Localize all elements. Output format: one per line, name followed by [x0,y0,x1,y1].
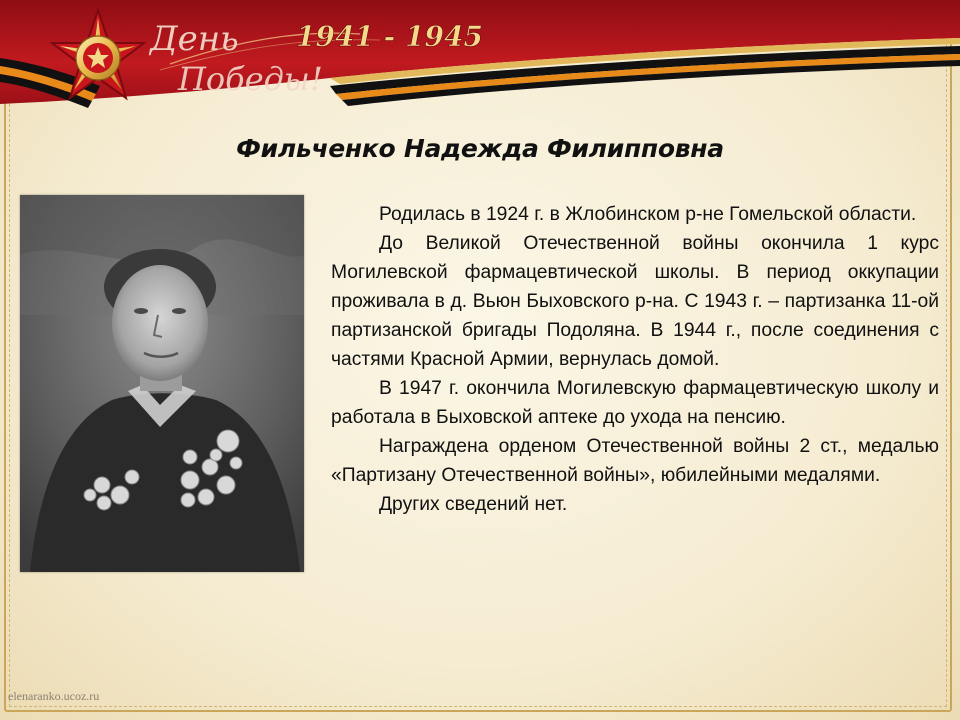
year-range: 1941 - 1945 [296,20,483,53]
footer-credit: elenaranko.ucoz.ru [8,689,100,703]
greeting-line2: Победы! [178,60,323,98]
portrait-photo [20,195,304,572]
biography-paragraph: До Великой Отечественной войны окончила 1 курс Могилевской фармацевтической школы. В период оккупации проживала в д. Вьюн Быховского р-на. С 1943 г. – партизанка 11-ой партизанской бригады Подоляна. В 1944 г., после соединения с частями Красной Армии, вернулась домой. [331,233,939,370]
biography-paragraph: В 1947 г. окончила Могилевскую фармацевтическую школу и работала в Быховской аптеке до ухода на пенсию. [331,378,939,428]
biography-text [331,200,939,519]
greeting-line1: День [150,19,239,59]
victory-day-banner [0,0,960,110]
person-name-title: Фильченко Надежда Филипповна [236,134,724,163]
biography-paragraph: Родилась в 1924 г. в Жлобинском р-не Гомельской области. [379,204,917,225]
biography-paragraph: Других сведений нет. [379,494,568,515]
biography-paragraph: Награждена орденом Отечественной войны 2 ст., медалью «Партизану Отечественной войны», юбилейными медалями. [331,436,939,486]
